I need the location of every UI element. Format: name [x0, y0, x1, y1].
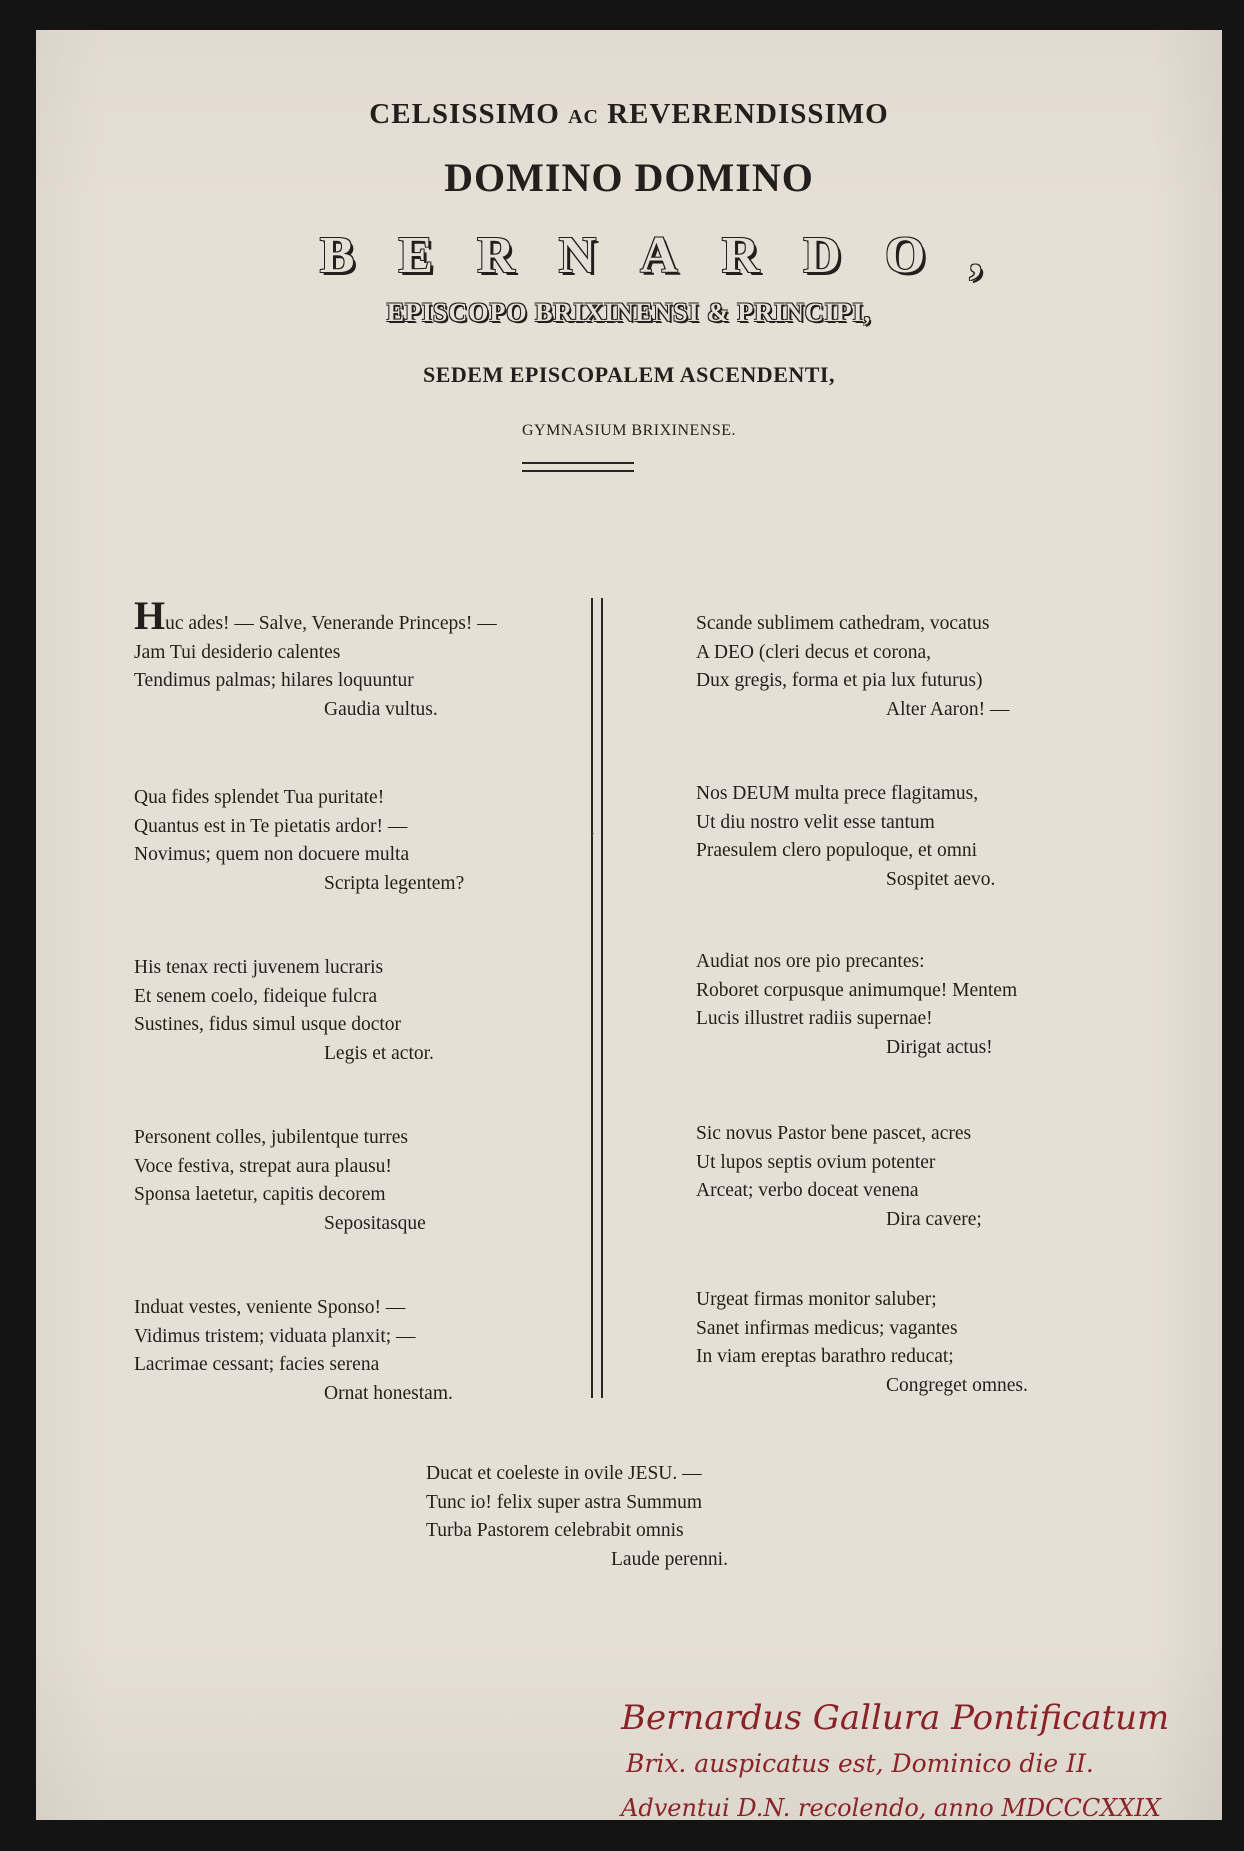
- right-stanza-3: Audiat nos ore pio precantes: Roboret corpusque animumque! Mentem Lucis illustret radiis supernae! Dirigat actus!: [696, 951, 1018, 1058]
- left-stanza-2: Qua fides splendet Tua puritate! Quantus est in Te pietatis ardor! — Novimus; quem non docuere multa Scripta legentem?: [134, 787, 465, 894]
- stray-mark: ʳ: [591, 830, 595, 845]
- left-stanza-1: Huc ades! — Salve, Venerande Princeps! — Jam Tui desiderio calentes Tendimus palmas; hilares loquuntur Gaudia vultus.: [134, 593, 497, 720]
- heading-author: GYMNASIUM BRIXINENSE.: [521, 422, 737, 439]
- handwritten-note: Bernardus Gallura Pontificatum Brix. auspicatus est, Dominico die II. Adventui D.N. recolendo, anno MDCCCXXIX: [621, 1698, 1170, 1822]
- printed-broadsheet: [36, 30, 1222, 1820]
- heading-name: BERNARDO,: [319, 227, 1027, 284]
- heading-title: EPISCOPO BRIXINENSI & PRINCIPI,: [386, 298, 872, 327]
- right-stanza-5: Urgeat firmas monitor saluber; Sanet infirmas medicus; vagantes In viam ereptas barathro reducat; Congreget omnes.: [696, 1289, 1028, 1396]
- heading-line-1: CELSISSIMO AC REVERENDISSIMO: [369, 98, 889, 130]
- final-stanza: Ducat et coeleste in ovile JESU. — Tunc io! felix super astra Summum Turba Pastorem celebrabit omnis Laude perenni.: [426, 1463, 728, 1570]
- ornamental-rule: [522, 462, 634, 472]
- heading-line-2: DOMINO DOMINO: [444, 155, 814, 200]
- right-stanza-2: Nos DEUM multa prece flagitamus, Ut diu nostro velit esse tantum Praesulem clero populoque, et omni Sospitet aevo.: [696, 783, 996, 890]
- heading-line-5: SEDEM EPISCOPALEM ASCENDENTI,: [423, 362, 835, 387]
- column-divider: [591, 598, 603, 1398]
- left-stanza-4: Personent colles, jubilentque turres Voce festiva, strepat aura plausu! Sponsa laetetur, capitis decorem Sepositasque: [134, 1127, 426, 1234]
- left-stanza-3: His tenax recti juvenem lucraris Et senem coelo, fideique fulcra Sustines, fidus simul usque doctor Legis et actor.: [134, 957, 434, 1064]
- left-stanza-5: Induat vestes, veniente Sponso! — Vidimus tristem; viduata planxit; — Lacrimae cessant; facies serena Ornat honestam.: [134, 1297, 453, 1404]
- right-stanza-1: Scande sublimem cathedram, vocatus A DEO (cleri decus et corona, Dux gregis, forma et pia lux futurus) Alter Aaron! —: [696, 613, 1010, 720]
- right-stanza-4: Sic novus Pastor bene pascet, acres Ut lupos septis ovium potenter Arceat; verbo doceat venena Dira cavere;: [696, 1123, 982, 1230]
